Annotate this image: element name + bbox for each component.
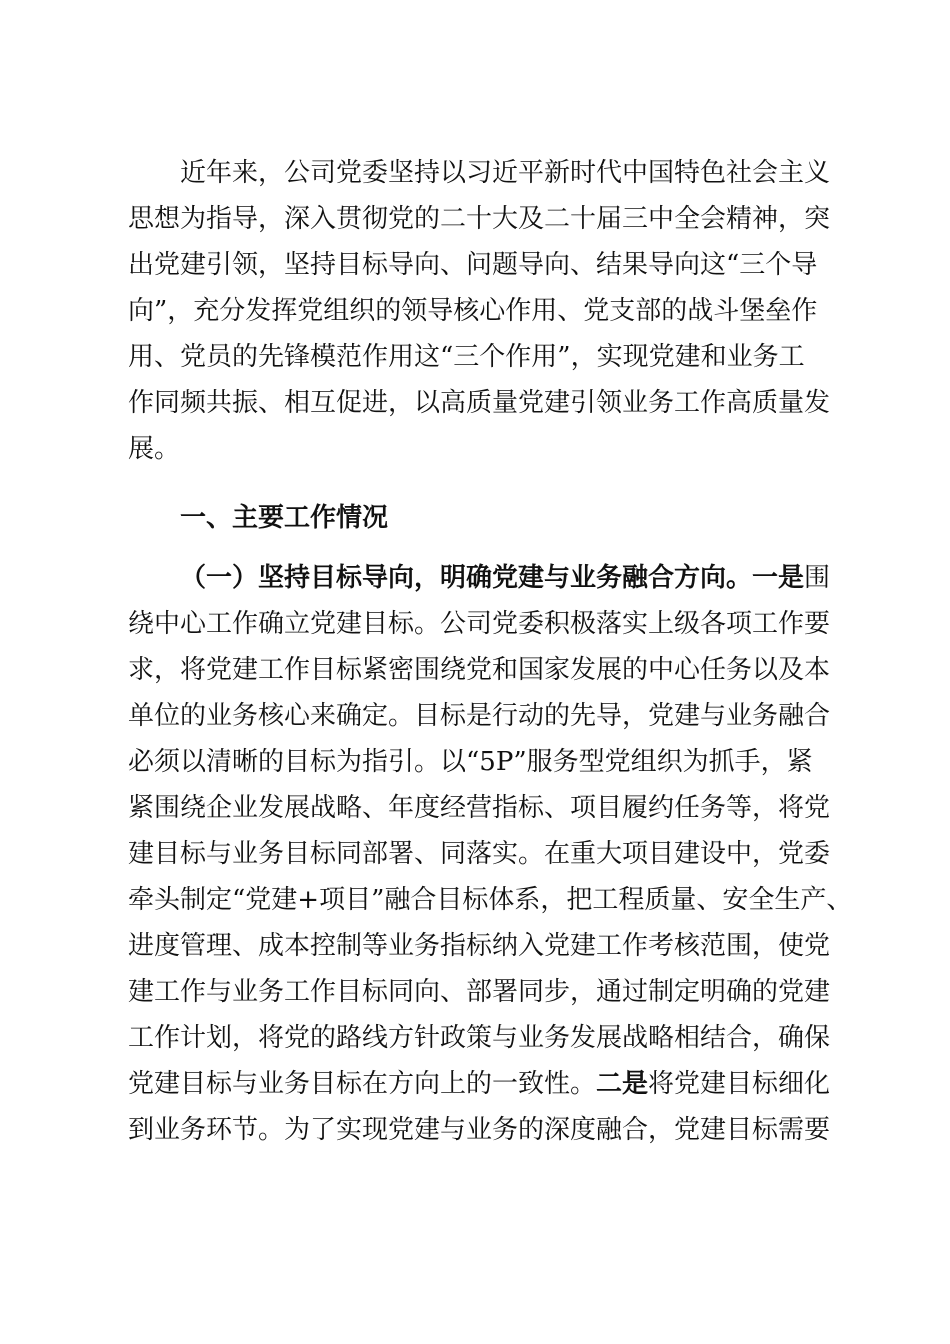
body-line: 到业务环节。为了实现党建与业务的深度融合，党建目标需要 <box>128 1115 831 1145</box>
intro-line: 近年来，公司党委坚持以习近平新时代中国特色社会主义 <box>180 158 831 188</box>
intro-line: 出党建引领，坚持目标导向、问题导向、结果导向这“三个导 <box>128 250 818 280</box>
intro-line: 用、党员的先锋模范作用这“三个作用”，实现党建和业务工 <box>128 342 805 372</box>
body-line: 进度管理、成本控制等业务指标纳入党建工作考核范围，使党 <box>128 931 831 961</box>
body-line: 建工作与业务工作目标同向、部署同步，通过制定明确的党建 <box>128 977 831 1007</box>
body-line: 牵头制定“党建+项目”融合目标体系，把工程质量、安全生产、 <box>128 885 853 915</box>
body-line: 必须以清晰的目标为指引。以“5P”服务型党组织为抓手，紧 <box>128 747 813 777</box>
intro-line: 思想为指导，深入贯彻党的二十大及二十届三中全会精神，突 <box>128 204 831 234</box>
body-line-with-marker <box>128 1071 830 1097</box>
intro-line: 向”，充分发挥党组织的领导核心作用、党支部的战斗堡垒作 <box>128 296 818 326</box>
second-line-before: 党建目标与业务目标在方向上的一致性。 <box>128 1069 597 1099</box>
section-heading: 一、主要工作情况 <box>180 503 389 533</box>
body-line: 工作计划，将党的路线方针政策与业务发展战略相结合，确保 <box>128 1023 831 1053</box>
body-line: 建目标与业务目标同部署、同落实。在重大项目建设中，党委 <box>128 839 831 869</box>
second-marker: 二是 <box>596 1069 649 1099</box>
body-line: 求，将党建工作目标紧密围绕党和国家发展的中心任务以及本 <box>128 655 831 685</box>
first-marker: 一是 <box>752 563 805 593</box>
second-line-after: 将党建目标细化 <box>648 1069 831 1099</box>
first-line-rest: 围 <box>804 563 831 593</box>
body-line: 绕中心工作确立党建目标。公司党委积极落实上级各项工作要 <box>128 609 831 639</box>
intro-line: 展。 <box>128 434 181 464</box>
subsection-first-line <box>180 565 830 591</box>
body-line: 单位的业务核心来确定。目标是行动的先导，党建与业务融合 <box>128 701 831 731</box>
subsection-heading: （一）坚持目标导向，明确党建与业务融合方向。 <box>180 563 753 593</box>
body-line: 紧围绕企业发展战略、年度经营指标、项目履约任务等，将党 <box>128 793 831 823</box>
intro-line: 作同频共振、相互促进，以高质量党建引领业务工作高质量发 <box>128 388 831 418</box>
